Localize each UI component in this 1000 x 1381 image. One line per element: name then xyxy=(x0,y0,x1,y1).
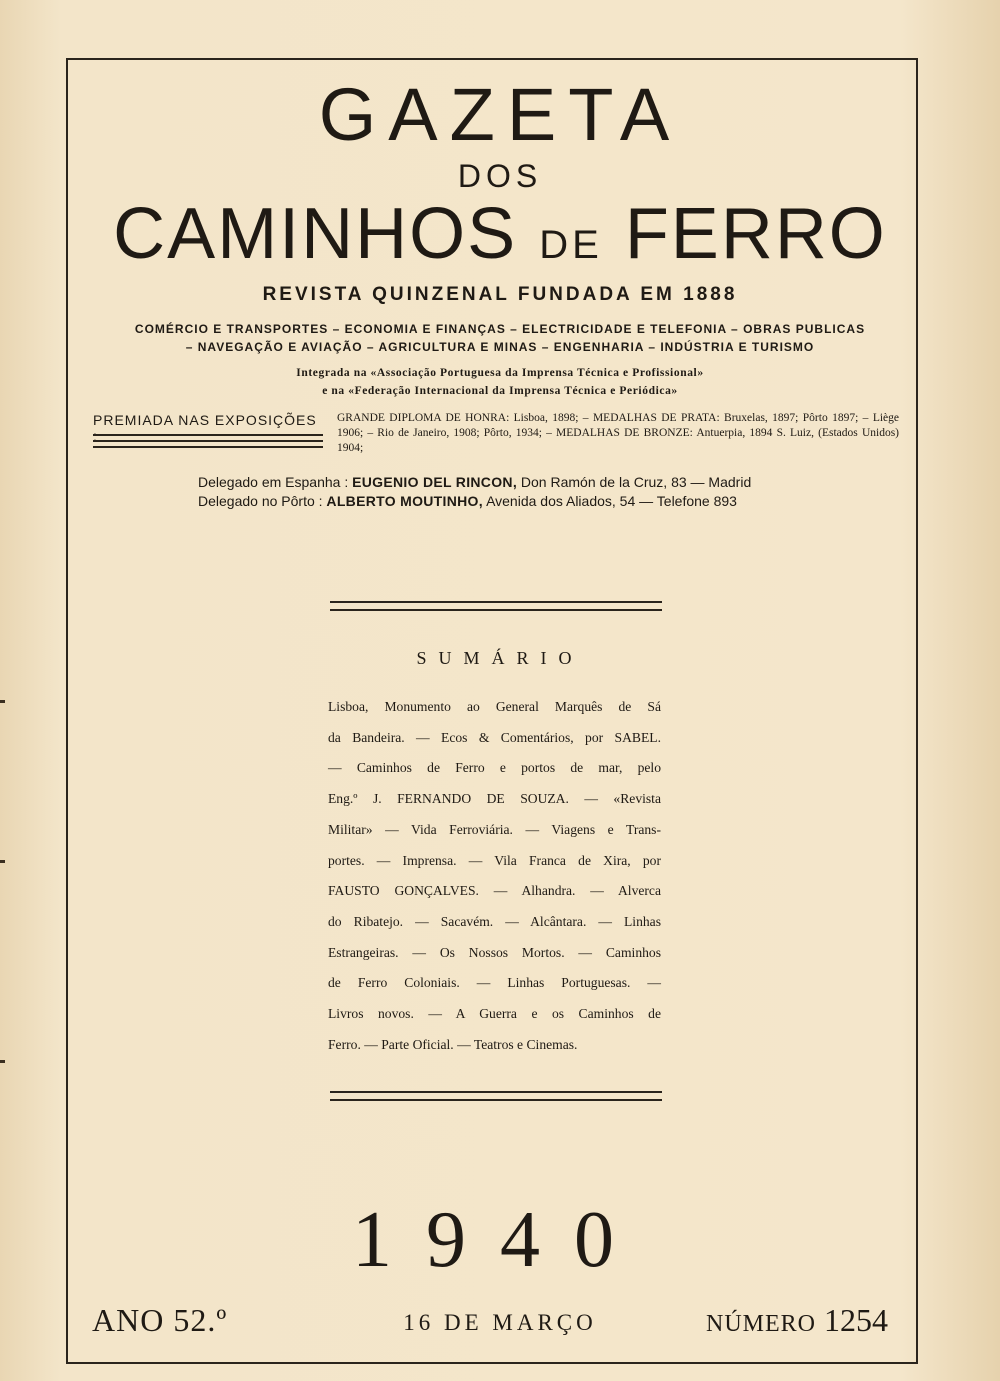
issue-numero-value: 1254 xyxy=(824,1302,888,1338)
topics-line-1: COMÉRCIO E TRANSPORTES – ECONOMIA E FINANÇAS – ELECTRICIDADE E TELEFONIA – OBRAS PUBLICAS xyxy=(134,322,866,336)
sumario-line: do Ribatejo. — Sacavém. — Alcântara. — Linhas xyxy=(328,913,661,929)
sumario-body xyxy=(328,692,661,1060)
masthead-caminhos-de-ferro xyxy=(0,194,1000,274)
sumario-line: Ferro. — Parte Oficial. — Teatros e Cinemas. xyxy=(328,1036,578,1052)
masthead-caminhos: CAMINHOS xyxy=(113,194,518,274)
delegate-espanha-label: Delegado em Espanha : xyxy=(198,474,349,490)
sumario-line: Estrangeiras. — Os Nossos Mortos. — Caminhos xyxy=(328,944,661,960)
association-line-1: Integrada na «Associação Portuguesa da Imprensa Técnica e Profissional» xyxy=(296,367,704,379)
topics xyxy=(0,320,1000,356)
association-line-2: e na «Federação Internacional da Imprensa Técnica e Periódica» xyxy=(322,385,678,397)
association-notes xyxy=(0,364,1000,400)
issue-ano: ANO 52.º xyxy=(92,1302,228,1338)
sumario-line: Livros novos. — A Guerra e os Caminhos de xyxy=(328,1006,661,1022)
masthead-title: GAZETA xyxy=(318,73,682,156)
premiada-rules xyxy=(93,430,323,448)
masthead-de: DE xyxy=(539,223,603,267)
issue-numero xyxy=(706,1302,888,1339)
sumario-title: SUMÁRIO xyxy=(416,648,584,668)
sumario-bottom-rule xyxy=(330,1091,662,1101)
masthead-dos: DOS xyxy=(457,158,543,194)
sumario-line: de Ferro Coloniais. — Linhas Portuguesas. — xyxy=(328,975,661,991)
sumario-top-rule xyxy=(330,601,662,611)
masthead-ferro: FERRO xyxy=(624,194,887,274)
sumario-line: Militar» — Vida Ferroviária. — Viagens e Trans- xyxy=(328,821,661,837)
sumario-line: Eng.º J. FERNANDO DE SOUZA. — «Revista xyxy=(328,791,661,807)
masthead-subtitle: REVISTA QUINZENAL FUNDADA EM 1888 xyxy=(262,284,738,305)
topics-line-2: – NAVEGAÇÃO E AVIAÇÃO – AGRICULTURA E MINAS – ENGENHARIA – INDÚSTRIA E TURISMO xyxy=(185,340,815,354)
sumario-line: — Caminhos de Ferro e portos de mar, pelo xyxy=(328,760,661,776)
sumario-line: FAUSTO GONÇALVES. — Alhandra. — Alverca xyxy=(328,883,661,899)
premiada-label: PREMIADA NAS EXPOSIÇÕES : xyxy=(93,412,317,444)
issue-date: 16 DE MARÇO xyxy=(403,1310,597,1335)
delegate-espanha-address: Don Ramón de la Cruz, 83 — Madrid xyxy=(520,474,752,490)
issue-year: 1940 xyxy=(352,1196,648,1284)
delegate-porto-address: Avenida dos Aliados, 54 — Telefone 893 xyxy=(486,493,737,509)
sumario-line: portes. — Imprensa. — Vila Franca de Xira, por xyxy=(328,852,661,868)
sumario-line: Lisboa, Monumento ao General Marquês de Sá xyxy=(328,699,661,714)
sumario-line: da Bandeira. — Ecos & Comentários, por SABEL. xyxy=(328,729,661,745)
delegate-espanha xyxy=(198,473,818,492)
delegate-porto-label: Delegado no Pôrto : xyxy=(198,493,323,509)
premiada-text: GRANDE DIPLOMA DE HONRA: Lisboa, 1898; – MEDALHAS DE PRATA: Bruxelas, 1897; Pôrto 1897; – Liège 1906; – Rio de Janeiro, 1908; Pôrto, 1934; – MEDALHAS DE BRONZE: Antuerpia, 1894 S. Luiz, (Estados Unidos) 1904; xyxy=(337,412,899,454)
delegate-espanha-name: EUGENIO DEL RINCON, xyxy=(352,474,518,490)
issue-numero-label: NÚMERO xyxy=(705,1311,816,1337)
delegates xyxy=(198,473,818,511)
delegate-porto-name: ALBERTO MOUTINHO, xyxy=(326,493,483,509)
delegate-porto xyxy=(198,492,818,511)
